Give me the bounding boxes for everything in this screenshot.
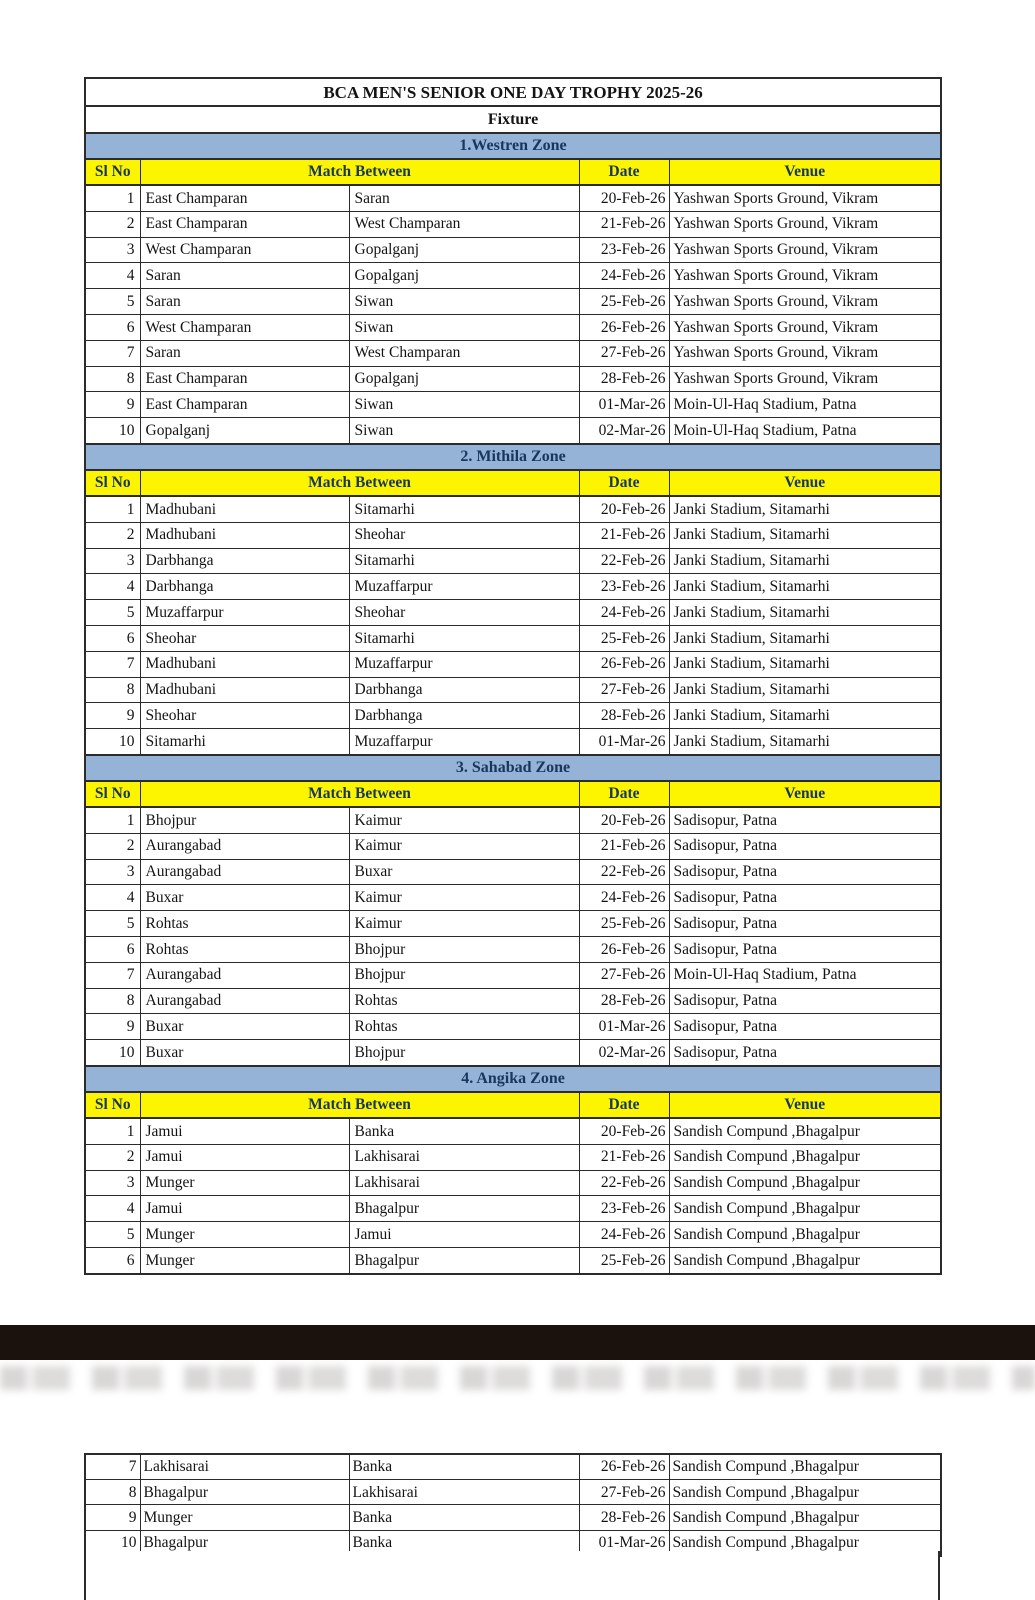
team2-cell: Gopalganj (349, 237, 579, 263)
fixture-row (85, 962, 941, 988)
team2-cell: Bhagalpur (349, 1196, 579, 1222)
team1-cell: Gopalganj (140, 418, 349, 444)
column-header-venue: Venue (669, 470, 941, 496)
column-header-venue: Venue (669, 159, 941, 185)
date-cell: 22-Feb-26 (579, 548, 669, 574)
date-cell: 21-Feb-26 (579, 833, 669, 859)
date-cell: 01-Mar-26 (579, 1014, 669, 1040)
date-cell: 22-Feb-26 (579, 859, 669, 885)
sl-no-cell: 6 (85, 314, 140, 340)
date-cell: 26-Feb-26 (579, 651, 669, 677)
team2-cell: Kaimur (349, 885, 579, 911)
sl-no-cell: 10 (85, 729, 140, 755)
team1-cell: Aurangabad (140, 859, 349, 885)
venue-cell: Sadisopur, Patna (669, 885, 941, 911)
sl-no-cell: 3 (85, 859, 140, 885)
team1-cell: Madhubani (140, 651, 349, 677)
page-subtitle: Fixture (85, 106, 941, 133)
venue-cell: Sandish Compund ,Bhagalpur (669, 1454, 941, 1480)
team2-cell: Muzaffarpur (349, 729, 579, 755)
team2-cell: West Champaran (349, 340, 579, 366)
date-cell: 27-Feb-26 (579, 1480, 669, 1505)
team1-cell: West Champaran (140, 314, 349, 340)
team1-cell: Buxar (140, 885, 349, 911)
fixture-row (85, 600, 941, 626)
date-cell: 26-Feb-26 (579, 314, 669, 340)
venue-cell: Moin-Ul-Haq Stadium, Patna (669, 418, 941, 444)
team2-cell: Bhagalpur (349, 1247, 579, 1273)
fixture-row (85, 1014, 941, 1040)
sl-no-cell: 1 (85, 1118, 140, 1144)
venue-cell: Sadisopur, Patna (669, 911, 941, 937)
fixture-row (85, 418, 941, 444)
fixture-row (85, 185, 941, 211)
column-header-date: Date (579, 781, 669, 807)
column-header-row (85, 781, 941, 807)
column-header-date: Date (579, 159, 669, 185)
sl-no-cell: 10 (85, 1040, 140, 1066)
fixture-row (85, 1118, 941, 1144)
sl-no-cell: 8 (85, 677, 140, 703)
team1-cell: Madhubani (140, 677, 349, 703)
venue-cell: Yashwan Sports Ground, Vikram (669, 263, 941, 289)
team2-cell: Sheohar (349, 600, 579, 626)
sl-no-cell: 7 (85, 962, 140, 988)
date-cell: 20-Feb-26 (579, 807, 669, 833)
team1-cell: Madhubani (140, 522, 349, 548)
team1-cell: Munger (140, 1170, 349, 1196)
sl-no-cell: 7 (85, 651, 140, 677)
sl-no-cell: 8 (85, 1480, 140, 1505)
team2-cell: Rohtas (349, 988, 579, 1014)
date-cell: 20-Feb-26 (579, 185, 669, 211)
fixture-row (85, 1040, 941, 1066)
fixture-row (85, 211, 941, 237)
date-cell: 26-Feb-26 (579, 936, 669, 962)
fixture-row (85, 574, 941, 600)
fixture-row (85, 263, 941, 289)
team1-cell: Lakhisarai (140, 1454, 349, 1480)
venue-cell: Yashwan Sports Ground, Vikram (669, 314, 941, 340)
date-cell: 28-Feb-26 (579, 988, 669, 1014)
date-cell: 23-Feb-26 (579, 1196, 669, 1222)
team1-cell: Sitamarhi (140, 729, 349, 755)
column-header-date: Date (579, 1092, 669, 1118)
date-cell: 28-Feb-26 (579, 366, 669, 392)
team2-cell: Gopalganj (349, 263, 579, 289)
venue-cell: Sadisopur, Patna (669, 807, 941, 833)
venue-cell: Moin-Ul-Haq Stadium, Patna (669, 962, 941, 988)
venue-cell: Sadisopur, Patna (669, 988, 941, 1014)
column-header-row (85, 159, 941, 185)
team1-cell: Muzaffarpur (140, 600, 349, 626)
column-header-venue: Venue (669, 1092, 941, 1118)
blurred-artifact-band (0, 1366, 1035, 1390)
zone-header-row (85, 444, 941, 470)
team1-cell: East Champaran (140, 185, 349, 211)
team1-cell: East Champaran (140, 211, 349, 237)
team1-cell: Jamui (140, 1196, 349, 1222)
fixture-row (85, 496, 941, 522)
date-cell: 21-Feb-26 (579, 1144, 669, 1170)
team1-cell: Jamui (140, 1144, 349, 1170)
team1-cell: Saran (140, 340, 349, 366)
venue-cell: Sadisopur, Patna (669, 1014, 941, 1040)
sl-no-cell: 4 (85, 885, 140, 911)
venue-cell: Janki Stadium, Sitamarhi (669, 522, 941, 548)
team2-cell: Kaimur (349, 911, 579, 937)
sl-no-cell: 2 (85, 211, 140, 237)
zone-header-row (85, 1066, 941, 1092)
fixture-row (85, 366, 941, 392)
date-cell: 20-Feb-26 (579, 1118, 669, 1144)
date-cell: 24-Feb-26 (579, 263, 669, 289)
fixture-row (85, 1247, 941, 1273)
sl-no-cell: 2 (85, 833, 140, 859)
team2-cell: Bhojpur (349, 962, 579, 988)
date-cell: 21-Feb-26 (579, 522, 669, 548)
column-header-row (85, 1092, 941, 1118)
venue-cell: Sandish Compund ,Bhagalpur (669, 1196, 941, 1222)
team1-cell: Munger (140, 1505, 349, 1530)
venue-cell: Janki Stadium, Sitamarhi (669, 548, 941, 574)
venue-cell: Sandish Compund ,Bhagalpur (669, 1530, 941, 1556)
venue-cell: Moin-Ul-Haq Stadium, Patna (669, 392, 941, 418)
fixture-row (85, 522, 941, 548)
venue-cell: Janki Stadium, Sitamarhi (669, 703, 941, 729)
page-break-bar (0, 1325, 1035, 1360)
date-cell: 25-Feb-26 (579, 289, 669, 315)
date-cell: 24-Feb-26 (579, 885, 669, 911)
sl-no-cell: 3 (85, 1170, 140, 1196)
zone-title: 3. Sahabad Zone (85, 755, 941, 781)
team1-cell: Aurangabad (140, 988, 349, 1014)
team2-cell: Banka (349, 1530, 579, 1556)
column-header-sl-no: Sl No (85, 159, 140, 185)
team2-cell: Siwan (349, 289, 579, 315)
fixture-row (85, 289, 941, 315)
team1-cell: Buxar (140, 1014, 349, 1040)
column-header-match-between: Match Between (140, 159, 579, 185)
sl-no-cell: 5 (85, 600, 140, 626)
venue-cell: Sadisopur, Patna (669, 859, 941, 885)
fixture-row (85, 885, 941, 911)
zone-title: 4. Angika Zone (85, 1066, 941, 1092)
column-header-sl-no: Sl No (85, 781, 140, 807)
venue-cell: Sandish Compund ,Bhagalpur (669, 1118, 941, 1144)
fixture-row (85, 1222, 941, 1248)
team1-cell: Darbhanga (140, 548, 349, 574)
sl-no-cell: 4 (85, 574, 140, 600)
fixture-row (85, 833, 941, 859)
team2-cell: Saran (349, 185, 579, 211)
fixture-row (85, 314, 941, 340)
team2-cell: Banka (349, 1118, 579, 1144)
venue-cell: Yashwan Sports Ground, Vikram (669, 289, 941, 315)
fixture-row (85, 1170, 941, 1196)
team1-cell: Bhagalpur (140, 1530, 349, 1556)
sl-no-cell: 10 (85, 418, 140, 444)
fixture-row (85, 392, 941, 418)
team2-cell: Banka (349, 1454, 579, 1480)
venue-cell: Yashwan Sports Ground, Vikram (669, 211, 941, 237)
column-header-venue: Venue (669, 781, 941, 807)
team2-cell: Siwan (349, 392, 579, 418)
column-header-sl-no: Sl No (85, 470, 140, 496)
team2-cell: Lakhisarai (349, 1170, 579, 1196)
zone-header-row (85, 133, 941, 159)
team2-cell: Muzaffarpur (349, 574, 579, 600)
sl-no-cell: 2 (85, 1144, 140, 1170)
sl-no-cell: 6 (85, 1247, 140, 1273)
sl-no-cell: 5 (85, 1222, 140, 1248)
date-cell: 23-Feb-26 (579, 574, 669, 600)
team2-cell: Rohtas (349, 1014, 579, 1040)
team1-cell: Munger (140, 1222, 349, 1248)
team2-cell: Darbhanga (349, 703, 579, 729)
sl-no-cell: 9 (85, 1505, 140, 1530)
sl-no-cell: 1 (85, 185, 140, 211)
fixture-row (85, 677, 941, 703)
team1-cell: East Champaran (140, 392, 349, 418)
subtitle-row (85, 106, 941, 133)
team1-cell: Saran (140, 263, 349, 289)
sl-no-cell: 8 (85, 988, 140, 1014)
team2-cell: Lakhisarai (349, 1480, 579, 1505)
date-cell: 27-Feb-26 (579, 962, 669, 988)
team2-cell: Gopalganj (349, 366, 579, 392)
sl-no-cell: 7 (85, 340, 140, 366)
fixture-row (85, 988, 941, 1014)
column-header-sl-no: Sl No (85, 1092, 140, 1118)
team2-cell: Kaimur (349, 807, 579, 833)
date-cell: 02-Mar-26 (579, 418, 669, 444)
sl-no-cell: 7 (85, 1454, 140, 1480)
date-cell: 27-Feb-26 (579, 340, 669, 366)
fixture-row (85, 548, 941, 574)
venue-cell: Janki Stadium, Sitamarhi (669, 625, 941, 651)
team1-cell: Darbhanga (140, 574, 349, 600)
team1-cell: Munger (140, 1247, 349, 1273)
date-cell: 21-Feb-26 (579, 211, 669, 237)
fixture-continuation-table (84, 1453, 942, 1557)
date-cell: 27-Feb-26 (579, 677, 669, 703)
venue-cell: Yashwan Sports Ground, Vikram (669, 185, 941, 211)
venue-cell: Sandish Compund ,Bhagalpur (669, 1222, 941, 1248)
sl-no-cell: 1 (85, 807, 140, 833)
fixture-row (85, 1480, 941, 1505)
sl-no-cell: 9 (85, 392, 140, 418)
sl-no-cell: 4 (85, 1196, 140, 1222)
fixture-row (85, 625, 941, 651)
date-cell: 24-Feb-26 (579, 600, 669, 626)
team1-cell: Rohtas (140, 936, 349, 962)
empty-table-frame (84, 1551, 940, 1600)
team2-cell: Siwan (349, 314, 579, 340)
fixture-row (85, 936, 941, 962)
team1-cell: Sheohar (140, 625, 349, 651)
date-cell: 01-Mar-26 (579, 1530, 669, 1556)
sl-no-cell: 9 (85, 703, 140, 729)
sl-no-cell: 6 (85, 936, 140, 962)
team1-cell: Jamui (140, 1118, 349, 1144)
sl-no-cell: 5 (85, 911, 140, 937)
fixture-row (85, 1505, 941, 1530)
venue-cell: Yashwan Sports Ground, Vikram (669, 366, 941, 392)
venue-cell: Sandish Compund ,Bhagalpur (669, 1505, 941, 1530)
zone-title: 1.Westren Zone (85, 133, 941, 159)
date-cell: 25-Feb-26 (579, 1247, 669, 1273)
zone-header-row (85, 755, 941, 781)
team2-cell: Sitamarhi (349, 548, 579, 574)
fixture-row (85, 237, 941, 263)
column-header-match-between: Match Between (140, 781, 579, 807)
team1-cell: Sheohar (140, 703, 349, 729)
venue-cell: Sadisopur, Patna (669, 833, 941, 859)
fixture-row (85, 340, 941, 366)
date-cell: 01-Mar-26 (579, 729, 669, 755)
team2-cell: Muzaffarpur (349, 651, 579, 677)
team2-cell: Jamui (349, 1222, 579, 1248)
venue-cell: Sadisopur, Patna (669, 936, 941, 962)
team1-cell: Buxar (140, 1040, 349, 1066)
sl-no-cell: 8 (85, 366, 140, 392)
fixture-row (85, 651, 941, 677)
team2-cell: Siwan (349, 418, 579, 444)
team1-cell: Rohtas (140, 911, 349, 937)
sl-no-cell: 5 (85, 289, 140, 315)
date-cell: 28-Feb-26 (579, 1505, 669, 1530)
venue-cell: Janki Stadium, Sitamarhi (669, 651, 941, 677)
team2-cell: West Champaran (349, 211, 579, 237)
zone-title: 2. Mithila Zone (85, 444, 941, 470)
team2-cell: Darbhanga (349, 677, 579, 703)
sl-no-cell: 4 (85, 263, 140, 289)
title-row (85, 78, 941, 106)
venue-cell: Sandish Compund ,Bhagalpur (669, 1480, 941, 1505)
team1-cell: Aurangabad (140, 962, 349, 988)
team1-cell: Saran (140, 289, 349, 315)
fixture-table (84, 77, 942, 1275)
venue-cell: Janki Stadium, Sitamarhi (669, 729, 941, 755)
venue-cell: Janki Stadium, Sitamarhi (669, 496, 941, 522)
date-cell: 25-Feb-26 (579, 625, 669, 651)
team2-cell: Kaimur (349, 833, 579, 859)
date-cell: 20-Feb-26 (579, 496, 669, 522)
team2-cell: Sheohar (349, 522, 579, 548)
team1-cell: East Champaran (140, 366, 349, 392)
venue-cell: Yashwan Sports Ground, Vikram (669, 237, 941, 263)
fixture-row (85, 703, 941, 729)
fixture-row (85, 807, 941, 833)
column-header-date: Date (579, 470, 669, 496)
venue-cell: Janki Stadium, Sitamarhi (669, 677, 941, 703)
team2-cell: Banka (349, 1505, 579, 1530)
team1-cell: Aurangabad (140, 833, 349, 859)
sl-no-cell: 10 (85, 1530, 140, 1556)
page-title: BCA MEN'S SENIOR ONE DAY TROPHY 2025-26 (85, 78, 941, 106)
team1-cell: Madhubani (140, 496, 349, 522)
sl-no-cell: 6 (85, 625, 140, 651)
date-cell: 22-Feb-26 (579, 1170, 669, 1196)
sl-no-cell: 3 (85, 548, 140, 574)
date-cell: 24-Feb-26 (579, 1222, 669, 1248)
venue-cell: Janki Stadium, Sitamarhi (669, 574, 941, 600)
venue-cell: Sandish Compund ,Bhagalpur (669, 1170, 941, 1196)
venue-cell: Sadisopur, Patna (669, 1040, 941, 1066)
team2-cell: Bhojpur (349, 936, 579, 962)
sl-no-cell: 9 (85, 1014, 140, 1040)
fixture-row (85, 859, 941, 885)
fixture-row (85, 1144, 941, 1170)
team1-cell: Bhojpur (140, 807, 349, 833)
team1-cell: Bhagalpur (140, 1480, 349, 1505)
venue-cell: Yashwan Sports Ground, Vikram (669, 340, 941, 366)
column-header-match-between: Match Between (140, 1092, 579, 1118)
venue-cell: Sandish Compund ,Bhagalpur (669, 1247, 941, 1273)
date-cell: 28-Feb-26 (579, 703, 669, 729)
team1-cell: West Champaran (140, 237, 349, 263)
fixture-row (85, 911, 941, 937)
fixture-row (85, 1454, 941, 1480)
date-cell: 23-Feb-26 (579, 237, 669, 263)
date-cell: 26-Feb-26 (579, 1454, 669, 1480)
date-cell: 01-Mar-26 (579, 392, 669, 418)
sl-no-cell: 2 (85, 522, 140, 548)
sl-no-cell: 1 (85, 496, 140, 522)
team2-cell: Sitamarhi (349, 625, 579, 651)
venue-cell: Sandish Compund ,Bhagalpur (669, 1144, 941, 1170)
date-cell: 25-Feb-26 (579, 911, 669, 937)
column-header-row (85, 470, 941, 496)
venue-cell: Janki Stadium, Sitamarhi (669, 600, 941, 626)
column-header-match-between: Match Between (140, 470, 579, 496)
date-cell: 02-Mar-26 (579, 1040, 669, 1066)
team2-cell: Bhojpur (349, 1040, 579, 1066)
sl-no-cell: 3 (85, 237, 140, 263)
fixture-row (85, 1196, 941, 1222)
fixture-row (85, 729, 941, 755)
team2-cell: Lakhisarai (349, 1144, 579, 1170)
team2-cell: Sitamarhi (349, 496, 579, 522)
team2-cell: Buxar (349, 859, 579, 885)
